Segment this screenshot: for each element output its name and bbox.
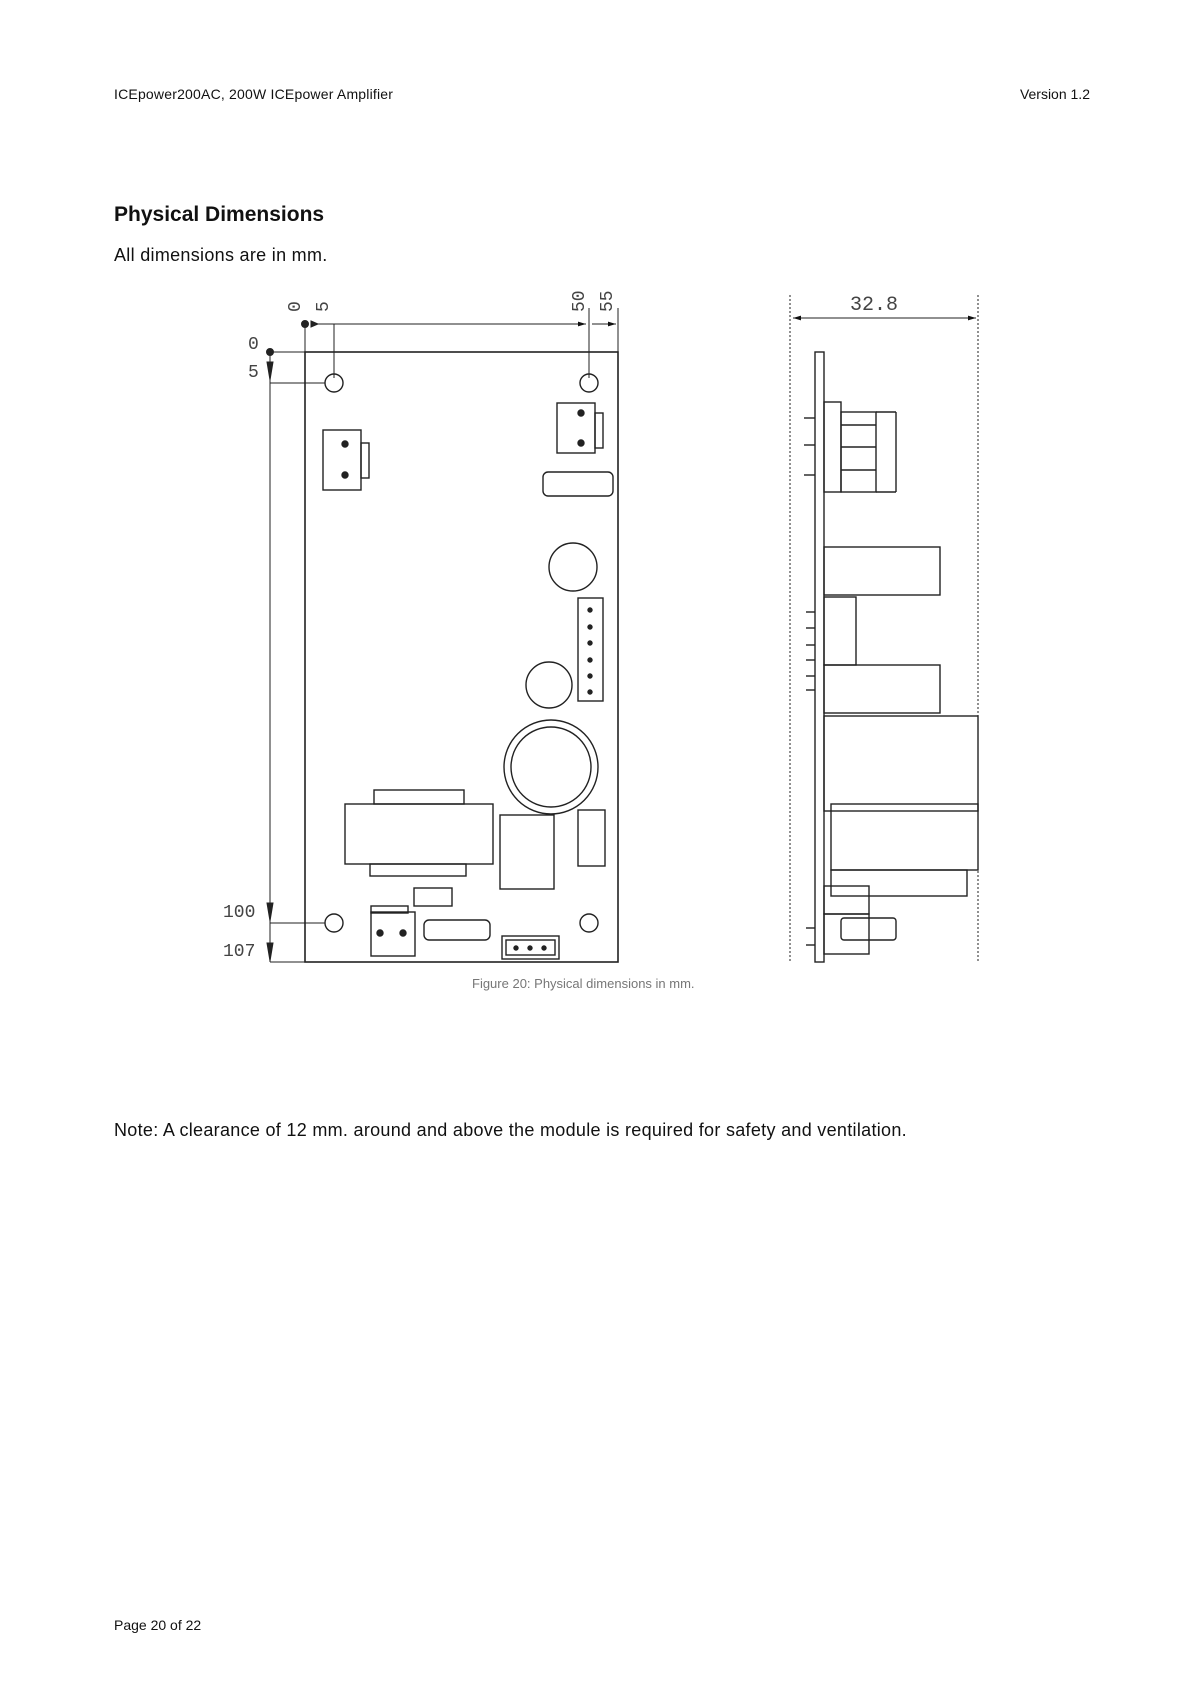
component <box>578 810 605 866</box>
capacitor <box>549 543 597 591</box>
fuse <box>424 920 490 940</box>
pin-header-6 <box>578 598 603 701</box>
capacitor <box>526 662 572 708</box>
figure-caption: Figure 20: Physical dimensions in mm. <box>472 976 695 991</box>
mounting-hole <box>580 914 598 932</box>
dim-label-y0: 0 <box>248 335 259 355</box>
section-subtitle: All dimensions are in mm. <box>114 245 328 265</box>
mounting-hole <box>325 914 343 932</box>
component <box>414 888 452 906</box>
dim-label-x5: 5 <box>314 301 334 312</box>
header-version: Version 1.2 <box>1019 86 1090 102</box>
clearance-note: Note: A clearance of 12 mm. around and above the module is required for safety and ventilation. <box>114 1120 907 1140</box>
dim-label-x50: 50 <box>570 290 590 312</box>
page-number: Page 20 of 22 <box>114 1617 202 1633</box>
terminal-block <box>323 430 361 490</box>
large-capacitor <box>504 720 598 814</box>
dim-label-x0: 0 <box>286 301 306 312</box>
dim-label-y5: 5 <box>248 363 259 383</box>
dim-label-x55: 55 <box>598 290 618 312</box>
section-title: Physical Dimensions <box>114 203 325 226</box>
header-document-title: ICEpower200AC, 200W ICEpower Amplifier <box>114 86 394 102</box>
dim-label-y107: 107 <box>223 942 256 962</box>
pcb-outline-top-view <box>305 352 618 962</box>
dim-label-y100: 100 <box>223 903 256 923</box>
transformer <box>345 804 493 864</box>
inductor <box>500 815 554 889</box>
fuse <box>543 472 613 496</box>
terminal-block <box>557 403 595 453</box>
pcb-outline-side-view <box>815 352 824 962</box>
dim-label-height: 32.8 <box>850 294 899 317</box>
